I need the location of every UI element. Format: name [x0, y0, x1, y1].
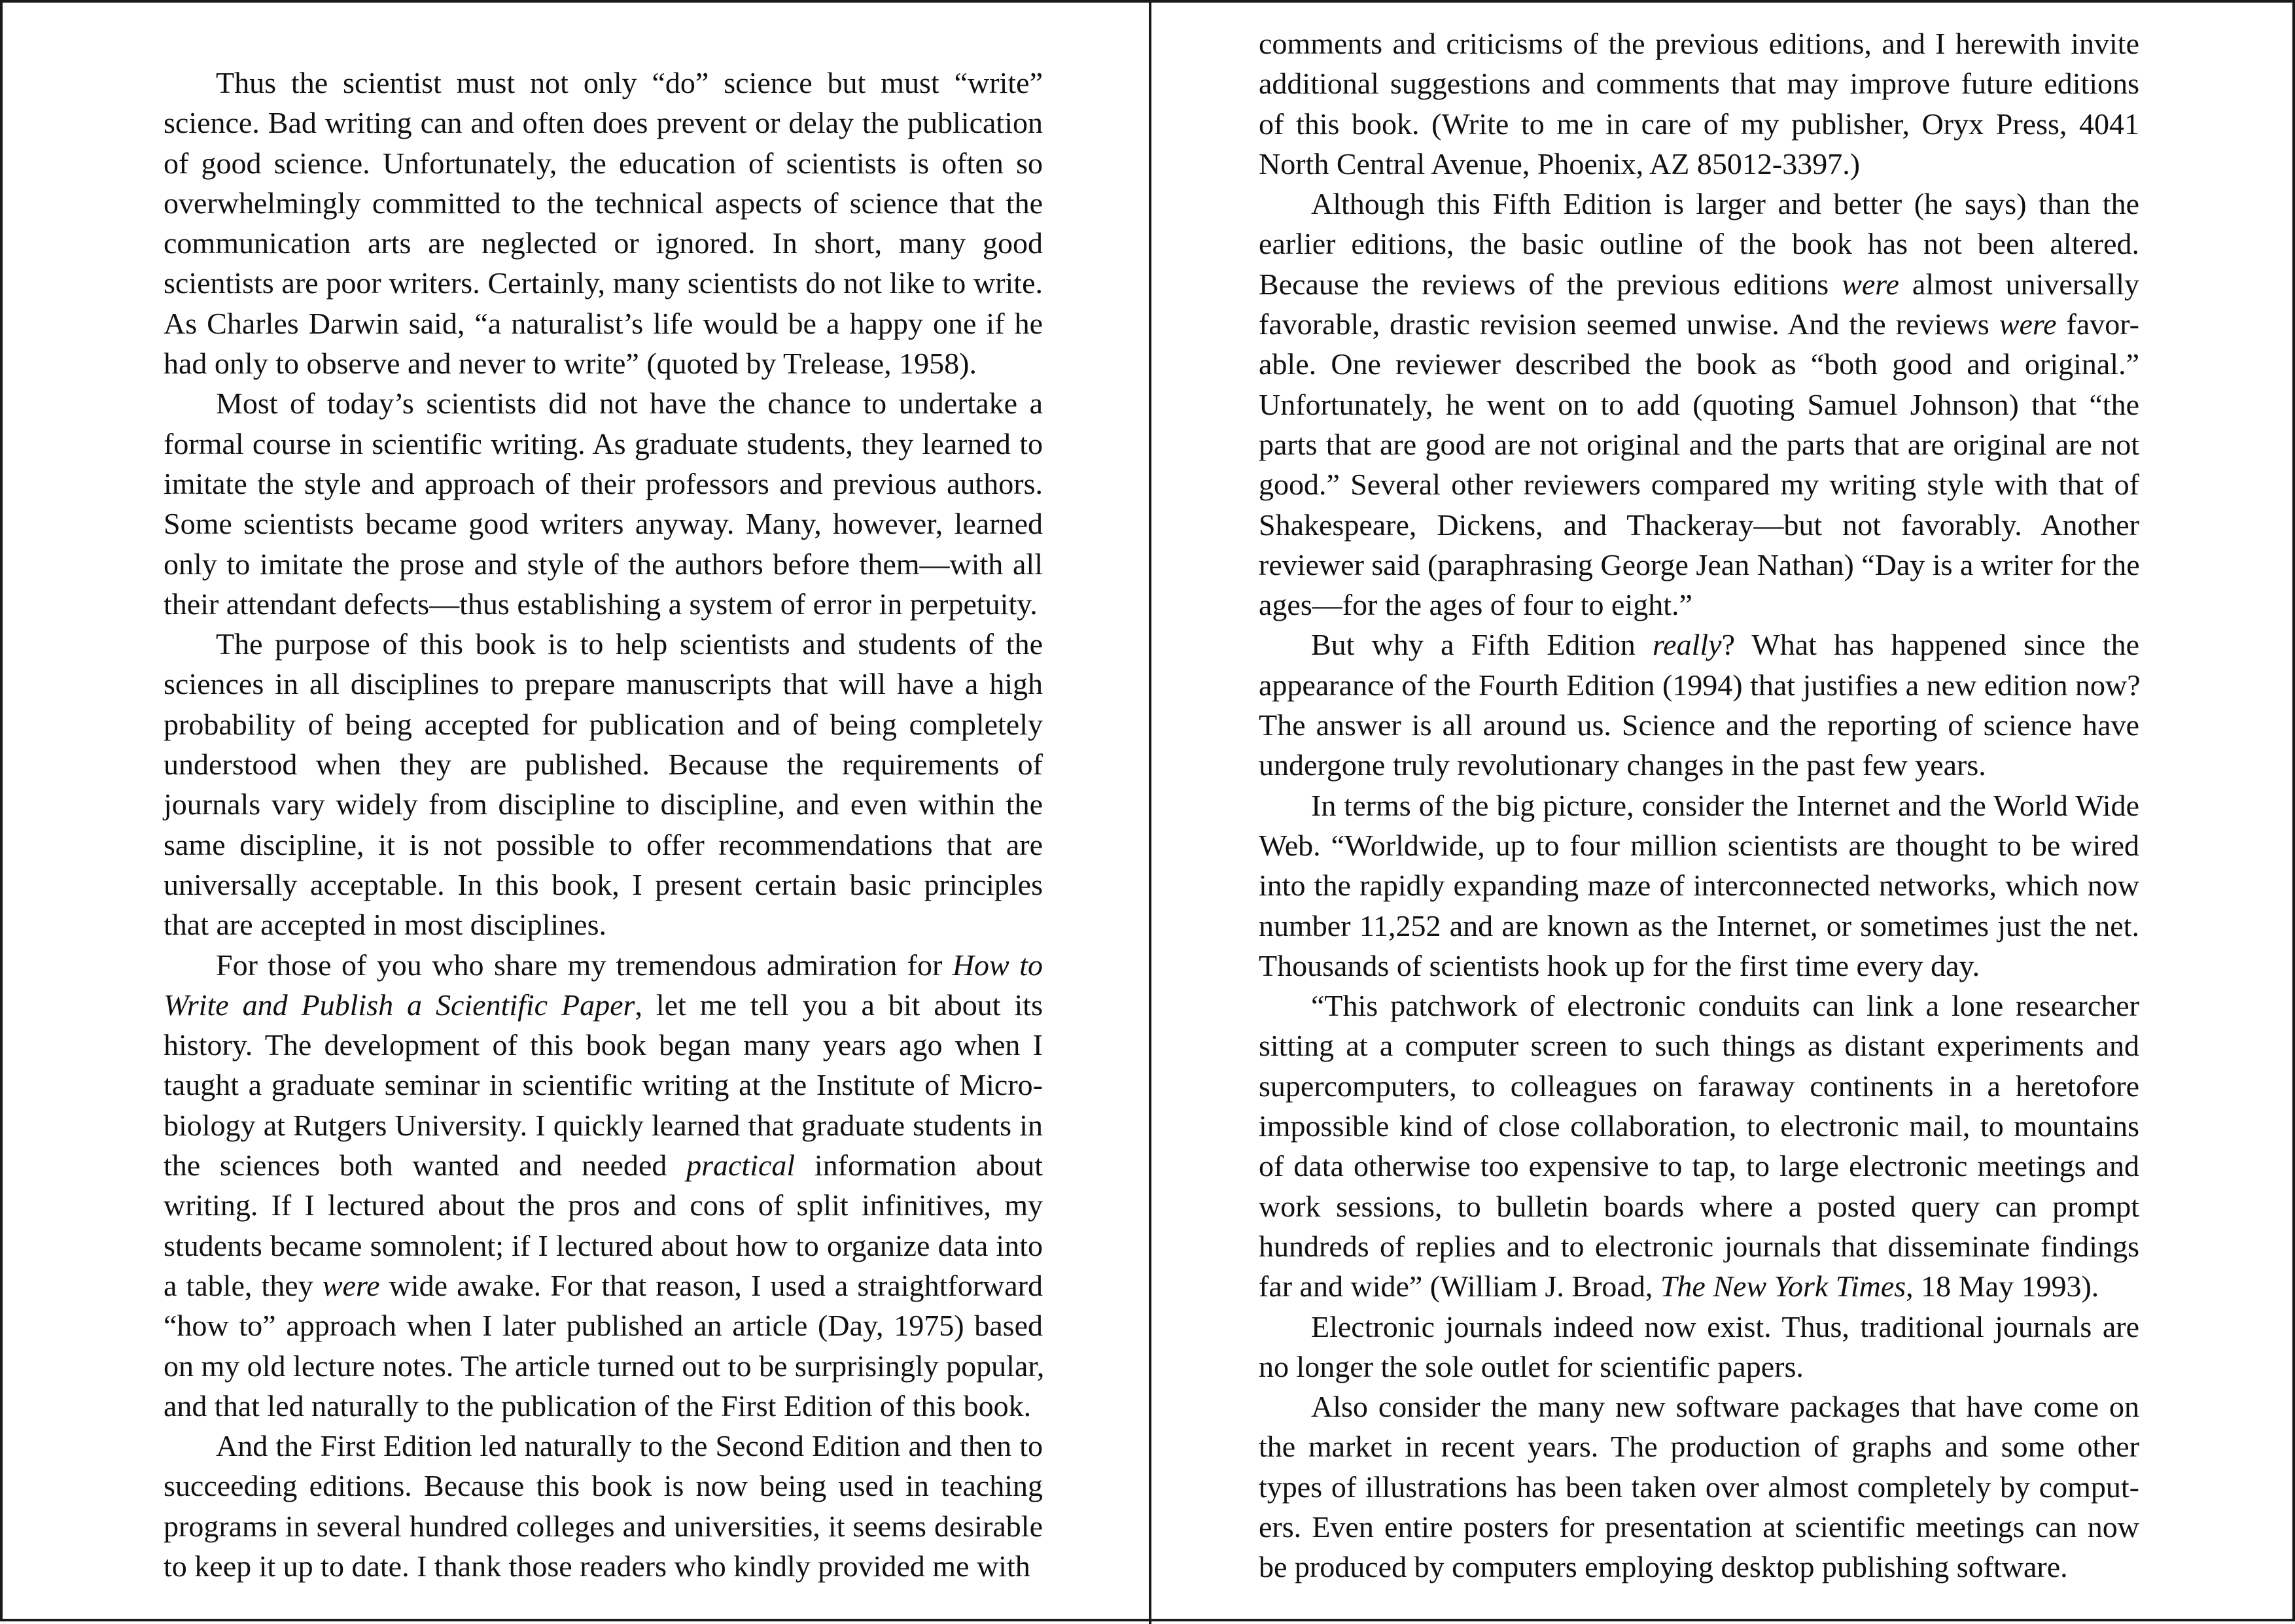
- paragraph: [111, 383, 1043, 624]
- text-line: Thus the scientist must not only “do” science but must “write”: [216, 66, 1043, 99]
- right-page-text-column: [1206, 24, 2139, 1587]
- paragraph: [1206, 625, 2139, 785]
- text-line: sitting at a computer screen to such things as distant experiments and: [1259, 1029, 2139, 1063]
- text-line: formal course in scientific writing. As graduate students, they learned to: [164, 426, 1043, 460]
- text-line: supercomputers, to colleagues on faraway continents in a heretofore: [1259, 1069, 2139, 1103]
- paragraph: [111, 1426, 1043, 1586]
- text-line: of good science. Unfortunately, the education of scientists is often so: [164, 146, 1043, 180]
- text-line: parts that are good are not original and the parts that are original are not: [1259, 427, 2139, 461]
- text-line: And the First Edition led naturally to the Second Edition and then to: [216, 1429, 1043, 1463]
- paragraph: [111, 945, 1043, 1426]
- text-line: reviewer said (paraphrasing George Jean Nathan) “Day is a writer for the: [1259, 547, 2140, 581]
- text-line: far and wide” (William J. Broad, The New York Times, 18 May 1993).: [1259, 1270, 2099, 1304]
- left-page-text-column: [111, 63, 1043, 1586]
- paragraph: [1206, 184, 2139, 625]
- text-line: the sciences both wanted and needed practical information about: [164, 1149, 1043, 1183]
- text-line: only to imitate the prose and style of the authors before them—with all: [164, 547, 1043, 581]
- text-line: communication arts are neglected or ignored. In short, many good: [164, 226, 1043, 260]
- paragraph: [1206, 986, 2139, 1306]
- text-line: number 11,252 and are known as the Internet, or sometimes just the net.: [1259, 908, 2139, 942]
- text-line: programs in several hundred colleges and universities, it seems desirable: [164, 1509, 1043, 1543]
- text-line: impossible kind of close collaboration, to electronic mail, to mountains: [1259, 1109, 2139, 1143]
- text-line: probability of being accepted for publication and of being completely: [164, 707, 1043, 741]
- text-line: writing. If I lectured about the pros and cons of split infinitives, my: [164, 1188, 1043, 1222]
- text-line: succeeding editions. Because this book is now being used in teaching: [164, 1469, 1043, 1503]
- text-line: of data otherwise too expensive to tap, to large electronic meetings and: [1259, 1149, 2139, 1183]
- right-page: [1151, 3, 2295, 1624]
- text-line: had only to observe and never to write” (quoted by Trelease, 1958).: [164, 347, 977, 381]
- text-line: biology at Rutgers University. I quickly learned that graduate students in: [164, 1108, 1043, 1142]
- text-line: to keep it up to date. I thank those readers who kindly provided me with: [164, 1549, 1030, 1583]
- text-line: journals vary widely from discipline to discipline, and even within the: [164, 787, 1043, 821]
- text-line: history. The development of this book began many years ago when I: [164, 1028, 1043, 1062]
- paragraph: [111, 624, 1043, 944]
- text-line: of this book. (Write to me in care of my publisher, Oryx Press, 4041: [1259, 107, 2139, 141]
- paragraph: [1206, 786, 2139, 986]
- text-line: Electronic journals indeed now exist. Thus, traditional journals are: [1311, 1309, 2139, 1343]
- text-line: Shakespeare, Dickens, and Thackeray—but not favorably. Another: [1259, 508, 2139, 542]
- text-line: hundreds of replies and to electronic journals that disseminate findings: [1259, 1229, 2139, 1263]
- text-line: no longer the sole outlet for scientific papers.: [1259, 1349, 1804, 1383]
- text-line: The purpose of this book is to help scientists and students of the: [216, 627, 1043, 661]
- paragraph: [111, 63, 1043, 383]
- text-line: Unfortunately, he went on to add (quoting Samuel Johnson) that “the: [1259, 387, 2139, 421]
- text-line: Also consider the many new software packages that have come on: [1311, 1390, 2139, 1424]
- text-line: taught a graduate seminar in scientific writing at the Institute of Micro-: [164, 1068, 1043, 1102]
- text-line: favorable, drastic revision seemed unwise. And the reviews were favor-: [1259, 307, 2139, 341]
- text-line: For those of you who share my tremendous admiration for How to: [216, 948, 1043, 982]
- text-line: universally acceptable. In this book, I present certain basic principles: [164, 867, 1043, 901]
- text-line: same discipline, it is not possible to offer recommendations that are: [164, 827, 1043, 861]
- paragraph: [1206, 1387, 2139, 1587]
- text-line: into the rapidly expanding maze of interconnected networks, which now: [1259, 869, 2139, 903]
- text-line: students became somnolent; if I lectured about how to organize data into: [164, 1228, 1043, 1262]
- text-line: The answer is all around us. Science and the reporting of science have: [1259, 708, 2139, 742]
- text-line: But why a Fifth Edition really? What has happened since the: [1311, 628, 2140, 662]
- paragraph: [1206, 24, 2139, 184]
- text-line: Write and Publish a Scientific Paper, let me tell you a bit about its: [164, 988, 1043, 1022]
- text-line: additional suggestions and comments that may improve future editions: [1259, 67, 2139, 101]
- text-line: ages—for the ages of four to eight.”: [1259, 588, 1692, 622]
- left-page: [3, 3, 1149, 1624]
- text-line: “how to” approach when I later published an article (Day, 1975) based: [164, 1309, 1043, 1343]
- text-line: on my old lecture notes. The article turned out to be surprisingly popular,: [164, 1349, 1045, 1383]
- text-line: In terms of the big picture, consider the Internet and the World Wide: [1311, 788, 2139, 822]
- text-line: comments and criticisms of the previous editions, and I herewith invite: [1259, 27, 2139, 60]
- text-line: be produced by computers employing desktop publishing software.: [1259, 1550, 2068, 1584]
- text-line: As Charles Darwin said, “a naturalist’s life would be a happy one if he: [164, 306, 1043, 340]
- text-line: Because the reviews of the previous editions were almost universally: [1259, 267, 2140, 301]
- text-line: types of illustrations has been taken over almost completely by comput-: [1259, 1470, 2139, 1504]
- text-line: Web. “Worldwide, up to four million scientists are thought to be wired: [1259, 828, 2139, 862]
- text-line: Most of today’s scientists did not have the chance to undertake a: [216, 387, 1043, 421]
- text-line: work sessions, to bulletin boards where a posted query can prompt: [1259, 1189, 2139, 1223]
- text-line: “This patchwork of electronic conduits can link a lone researcher: [1311, 989, 2139, 1023]
- text-line: Thousands of scientists hook up for the first time every day.: [1259, 948, 1980, 982]
- text-line: imitate the style and approach of their professors and previous authors.: [164, 466, 1043, 500]
- text-line: understood when they are published. Because the requirements of: [164, 748, 1043, 782]
- text-line: ers. Even entire posters for presentation at scientific meetings can now: [1259, 1510, 2139, 1544]
- text-line: Although this Fifth Edition is larger and better (he says) than the: [1311, 187, 2139, 221]
- text-line: and that led naturally to the publication of the First Edition of this book.: [164, 1389, 1032, 1423]
- text-line: undergone truly revolutionary changes in the past few years.: [1259, 748, 1986, 782]
- text-line: a table, they were wide awake. For that reason, I used a straightforward: [164, 1268, 1043, 1302]
- text-line: the market in recent years. The production of graphs and some other: [1259, 1430, 2139, 1464]
- text-line: good.” Several other reviewers compared my writing style with that of: [1259, 468, 2139, 502]
- text-line: earlier editions, the basic outline of the book has not been altered.: [1259, 227, 2139, 261]
- text-line: science. Bad writing can and often does prevent or delay the publication: [164, 106, 1043, 140]
- text-line: appearance of the Fourth Edition (1994) that justifies a new edition now?: [1259, 668, 2141, 702]
- text-line: overwhelmingly committed to the technical aspects of science that the: [164, 186, 1043, 220]
- text-line: their attendant defects—thus establishing a system of error in perpetuity.: [164, 587, 1038, 621]
- text-line: that are accepted in most disciplines.: [164, 908, 606, 942]
- text-line: North Central Avenue, Phoenix, AZ 85012-3397.): [1259, 147, 1861, 181]
- text-line: able. One reviewer described the book as “both good and original.”: [1259, 347, 2139, 381]
- text-line: scientists are poor writers. Certainly, many scientists do not like to write.: [164, 266, 1043, 300]
- paragraph: [1206, 1307, 2139, 1387]
- text-line: Some scientists became good writers anyway. Many, however, learned: [164, 507, 1043, 541]
- text-line: sciences in all disciplines to prepare manuscripts that will have a high: [164, 667, 1043, 701]
